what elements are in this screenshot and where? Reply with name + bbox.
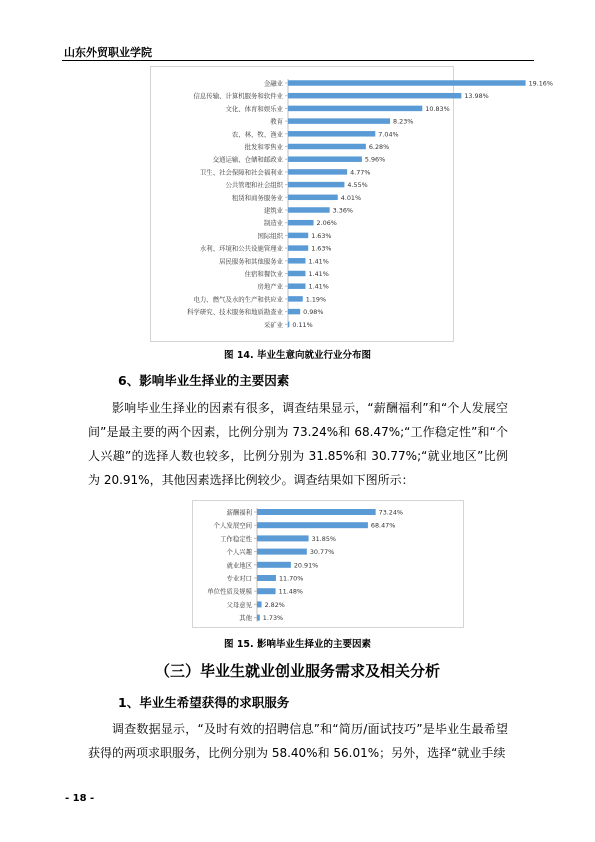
industry-bar xyxy=(288,80,526,86)
industry-value-label: 3.36% xyxy=(332,206,353,215)
industry-category-label: 制造业 xyxy=(263,219,283,228)
section6-paragraph xyxy=(88,396,508,492)
section6-paragraph-text: 影响毕业生择业的因素有很多，调查结果显示，“薪酬福利”和“个人发展空间”是最主要的两个因素，比例分别为 73.24%和 68.47%;“工作稳定性”和“个人兴趣”的选择人数也较多，比例分别为 31.85%和 30.77%;“就业地区”比例为 20.91%，其他因素选择比例较少。调查结果如下图所示： xyxy=(88,401,508,487)
header-rule xyxy=(62,60,534,61)
industry-category-label: 批发和零售业 xyxy=(244,143,283,151)
page-header-title: 山东外贸职业学院 xyxy=(64,46,152,59)
section1-paragraph xyxy=(88,717,508,765)
industry-bar xyxy=(288,182,344,188)
industry-category-label: 采矿业 xyxy=(263,320,283,329)
industry-bar xyxy=(288,258,305,264)
industry-value-label: 1.41% xyxy=(308,257,329,266)
industry-category-label: 房地产业 xyxy=(257,282,283,291)
industry-bar xyxy=(288,93,461,99)
industry-value-label: 6.28% xyxy=(368,143,390,151)
factor-category-label: 单位性质及规模 xyxy=(207,587,252,596)
industry-category-label: 科学研究、技术服务和地质勘查业 xyxy=(187,308,283,317)
factor-bar xyxy=(257,549,307,555)
section6-heading: 6、影响毕业生择业的主要因素 xyxy=(118,373,290,388)
industry-category-label: 建筑业 xyxy=(263,206,283,215)
industry-bar xyxy=(288,322,289,328)
industry-bar xyxy=(288,271,305,277)
industry-category-label: 水利、环境和公共设施管理业 xyxy=(199,244,283,253)
factor-category-label: 就业地区 xyxy=(226,561,252,570)
industry-bar xyxy=(288,309,300,315)
factor-value-label: 31.85% xyxy=(311,534,336,543)
industry-bar xyxy=(288,106,422,112)
industry-value-label: 4.77% xyxy=(350,168,371,177)
industry-category-label: 住宿和餐饮业 xyxy=(244,270,283,278)
factor-bar xyxy=(257,575,276,581)
factor-category-label: 工作稳定性 xyxy=(220,534,252,543)
industry-category-label: 信息传输、计算机服务和软件业 xyxy=(193,92,283,101)
industry-category-label: 国际组织 xyxy=(257,231,283,240)
industry-category-label: 金融业 xyxy=(263,79,283,88)
factor-value-label: 11.70% xyxy=(278,574,304,583)
factor-category-label: 薪酬福利 xyxy=(226,508,252,517)
factor-value-label: 73.24% xyxy=(378,508,404,517)
factor-bar xyxy=(257,535,309,541)
factor-bar xyxy=(257,615,260,621)
industry-bar xyxy=(288,156,362,162)
industry-value-label: 13.98% xyxy=(464,92,489,101)
industry-value-label: 1.63% xyxy=(311,231,332,240)
industry-category-label: 居民服务和其他服务业 xyxy=(219,257,283,266)
industry-bar xyxy=(288,283,305,289)
factor-value-label: 30.77% xyxy=(309,548,335,557)
factor-category-label: 其他 xyxy=(239,614,252,623)
industry-category-label: 农、林、牧、渔业 xyxy=(231,130,283,139)
factor-value-label: 1.73% xyxy=(262,614,284,623)
industry-value-label: 4.55% xyxy=(347,181,368,190)
factor-value-label: 2.82% xyxy=(264,600,285,609)
factor-bar xyxy=(257,522,368,528)
industry-category-label: 电力、燃气及水的生产和供应业 xyxy=(193,295,283,304)
factors-chart xyxy=(192,500,464,628)
industry-chart-svg xyxy=(151,67,553,341)
industry-bar xyxy=(288,195,338,201)
industry-category-label: 文化、体育和娱乐业 xyxy=(225,104,283,113)
figure14-caption: 图 14. 毕业生意向就业行业分布图 xyxy=(224,350,371,361)
section1-paragraph-text: 调查数据显示，“及时有效的招聘信息”和“简历/面试技巧”是毕业生最希望获得的两项求职服务，比例分别为 58.40%和 56.01%；另外，选择“就业手续 xyxy=(88,722,508,760)
industry-category-label: 交通运输、仓储和邮政业 xyxy=(212,155,283,164)
page-number: - 18 - xyxy=(65,793,95,804)
factors-chart-svg xyxy=(193,501,463,627)
factor-category-label: 个人兴趣 xyxy=(226,548,252,557)
industry-bar xyxy=(288,233,308,239)
industry-chart xyxy=(150,66,553,342)
industry-value-label: 1.63% xyxy=(311,244,332,253)
industry-category-label: 卫生、社会保障和社会福利业 xyxy=(199,168,283,177)
industry-value-label: 5.96% xyxy=(364,155,386,164)
industry-bar xyxy=(288,220,314,226)
industry-value-label: 4.01% xyxy=(340,193,362,202)
factor-value-label: 11.48% xyxy=(278,587,303,596)
factor-bar xyxy=(257,509,376,515)
industry-value-label: 0.11% xyxy=(292,320,313,329)
industry-value-label: 7.04% xyxy=(378,130,399,139)
industry-value-label: 8.23% xyxy=(393,117,414,126)
factor-value-label: 20.91% xyxy=(293,561,319,570)
factor-bar xyxy=(257,601,262,607)
industry-value-label: 10.83% xyxy=(425,104,450,113)
section1-heading: 1、毕业生希望获得的求职服务 xyxy=(118,695,290,710)
industry-bar xyxy=(288,207,330,213)
industry-value-label: 19.16% xyxy=(528,79,553,88)
section3-heading: （三）毕业生就业创业服务需求及相关分析 xyxy=(154,662,440,680)
industry-bar xyxy=(288,169,347,175)
industry-bar xyxy=(288,245,308,251)
industry-bar xyxy=(288,131,375,137)
factor-category-label: 专业对口 xyxy=(226,574,252,583)
industry-category-label: 租赁和商务服务业 xyxy=(231,193,283,202)
factor-bar xyxy=(257,588,276,594)
factor-category-label: 个人发展空间 xyxy=(213,521,252,530)
factor-category-label: 父母意见 xyxy=(226,600,252,609)
factor-value-label: 68.47% xyxy=(370,521,396,530)
industry-value-label: 2.06% xyxy=(316,219,337,228)
industry-bar xyxy=(288,296,303,302)
industry-bar xyxy=(288,144,366,150)
industry-category-label: 教育 xyxy=(270,117,283,126)
industry-bar xyxy=(288,118,390,124)
figure15-caption: 图 15. 影响毕业生择业的主要因素 xyxy=(224,639,371,650)
industry-value-label: 1.41% xyxy=(308,282,329,291)
industry-value-label: 0.98% xyxy=(303,308,324,317)
industry-category-label: 公共管理和社会组织 xyxy=(225,181,283,190)
factor-bar xyxy=(257,562,291,568)
industry-value-label: 1.19% xyxy=(305,295,327,304)
industry-value-label: 1.41% xyxy=(308,270,329,278)
